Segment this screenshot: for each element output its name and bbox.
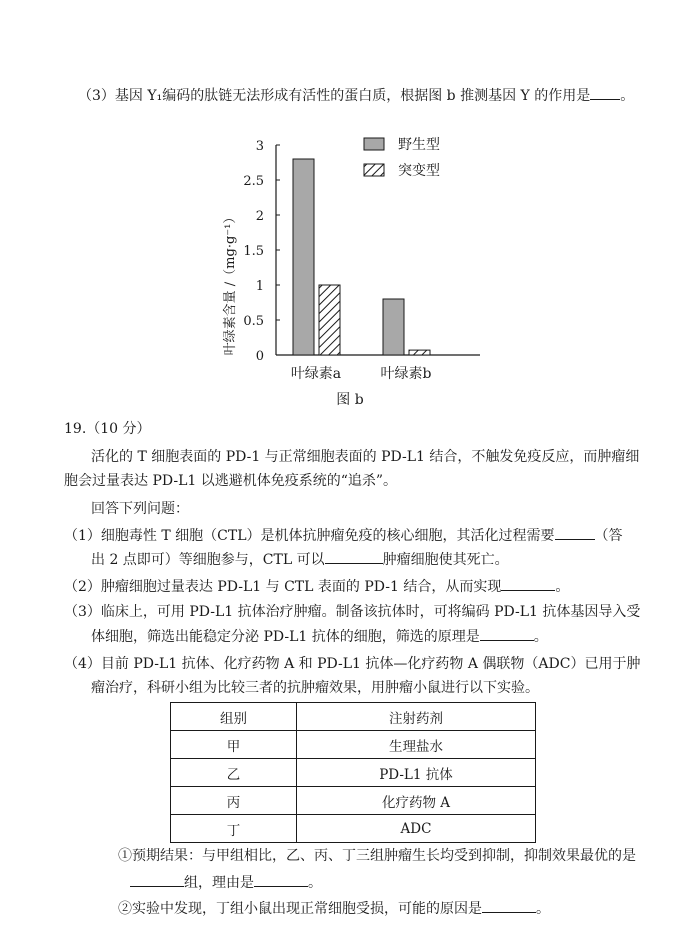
q19-header: 19.（10 分） <box>64 421 151 437</box>
q19-part1-stem: （1）细胞毒性 T 细胞（CTL）是机体抗肿瘤免疫的核心细胞，其活化过程需要 <box>64 528 555 544</box>
q19-sub1-reason: 组，理由是 <box>184 875 254 891</box>
table-header-row <box>171 703 536 731</box>
answer-blank[interactable] <box>555 525 595 540</box>
q3-prev-stem: （3）基因 Y₁编码的肽链无法形成有活性的蛋白质，根据图 b 推测基因 Y 的作用是 <box>78 88 591 104</box>
table-cell-group: 甲 <box>171 731 297 759</box>
figure-b-chart <box>190 128 490 413</box>
q19-part3-end: 。 <box>533 629 548 645</box>
x-tick-label: 叶绿素a <box>290 366 342 382</box>
q19-part1-cont: 出 2 点即可）等细胞参与，CTL 可以 <box>91 552 325 568</box>
q19-part4-line1: （4）目前 PD-L1 抗体、化疗药物 A 和 PD-L1 抗体—化疗药物 A 偶联物（ADC）已用于肿 <box>64 656 641 672</box>
legend-swatch <box>364 138 384 150</box>
table-cell-drug: 化疗药物 A <box>297 787 536 815</box>
q19-part1-line1 <box>64 525 623 546</box>
bar-wild-type-a <box>293 159 314 355</box>
answer-blank[interactable] <box>254 872 308 887</box>
chart-bars <box>293 159 430 355</box>
answer-blank[interactable] <box>325 549 383 564</box>
legend-label: 突变型 <box>398 163 440 179</box>
answer-blank[interactable] <box>482 898 536 913</box>
q19-part3-line1: （3）临床上，可用 PD-L1 抗体治疗肿瘤。制备该抗体时，可将编码 PD-L1 抗体基因导入受 <box>64 604 641 620</box>
q19-sub2-end: 。 <box>536 901 550 917</box>
q19-part2-stem: （2）肿瘤细胞过量表达 PD-L1 与 CTL 表面的 PD-1 结合，从而实现 <box>64 579 502 595</box>
table-cell-drug: 生理盐水 <box>297 731 536 759</box>
q3-prev-text <box>78 85 634 106</box>
q19-prompt: 回答下列问题： <box>91 501 189 517</box>
q19-part1-line2 <box>91 549 509 570</box>
table-header-group: 组别 <box>171 703 297 731</box>
table-cell-drug: ADC <box>297 815 536 843</box>
y-tick-label: 2 <box>255 209 264 224</box>
bar-mutant-b <box>409 350 430 355</box>
chart-legend <box>364 136 440 179</box>
table-cell-group: 丙 <box>171 787 297 815</box>
q19-part3-line2 <box>91 626 548 647</box>
bar-wild-type-b <box>383 299 404 355</box>
table-row <box>171 759 536 787</box>
legend-label: 野生型 <box>398 137 440 153</box>
table-header-drug: 注射药剂 <box>297 703 536 731</box>
y-tick-labels <box>243 139 280 364</box>
x-tick-label: 叶绿素b <box>380 366 432 382</box>
q19-sub1-end: 。 <box>308 875 322 891</box>
q3-prev-end: 。 <box>620 88 635 104</box>
q19-part2 <box>64 576 569 597</box>
q19-sub1-line1: ①预期结果：与甲组相比，乙、丙、丁三组肿瘤生长均受到抑制，抑制效果最优的是 <box>118 848 636 864</box>
y-tick-label: 0.5 <box>243 314 264 329</box>
q19-part2-end: 。 <box>555 579 570 595</box>
experiment-table <box>170 702 536 843</box>
q19-part1-end: 肿瘤细胞使其死亡。 <box>382 552 509 568</box>
table-cell-group: 乙 <box>171 759 297 787</box>
y-tick-label: 1.5 <box>243 244 264 259</box>
table-row <box>171 731 536 759</box>
answer-blank[interactable] <box>590 85 620 100</box>
table-row <box>171 787 536 815</box>
q19-sub2 <box>118 898 550 919</box>
x-tick-labels <box>291 366 432 382</box>
y-tick-label: 1 <box>255 279 264 294</box>
table-row <box>171 815 536 843</box>
legend-swatch <box>364 164 384 176</box>
bar-mutant-a <box>319 285 340 355</box>
q19-sub2-stem: ②实验中发现，丁组小鼠出现正常细胞受损，可能的原因是 <box>118 901 482 917</box>
q19-sub1-line2 <box>130 872 322 893</box>
q19-part1-note: （答 <box>594 528 623 544</box>
y-axis-label: 叶绿素含量 /（mg·g⁻¹） <box>223 210 238 356</box>
y-tick-label: 2.5 <box>243 174 264 189</box>
table-cell-drug: PD-L1 抗体 <box>297 759 536 787</box>
table-cell-group: 丁 <box>171 815 297 843</box>
answer-blank[interactable] <box>130 872 184 887</box>
q19-intro-line2: 胞会过量表达 PD-L1 以逃避机体免疫系统的“追杀”。 <box>64 473 398 489</box>
y-tick-label: 0 <box>255 349 264 364</box>
answer-blank[interactable] <box>480 626 534 641</box>
q19-part4-line2: 瘤治疗，科研小组为比较三者的抗肿瘤效果，用肿瘤小鼠进行以下实验。 <box>91 680 539 696</box>
y-tick-label: 3 <box>255 139 264 154</box>
figure-caption: 图 b <box>336 392 364 408</box>
q19-part3-stem: 体细胞，筛选出能稳定分泌 PD-L1 抗体的细胞，筛选的原理是 <box>91 629 480 645</box>
q19-intro-line1: 活化的 T 细胞表面的 PD-1 与正常细胞表面的 PD-L1 结合，不触发免疫反应，而肿瘤细 <box>91 449 640 465</box>
answer-blank[interactable] <box>501 576 555 591</box>
